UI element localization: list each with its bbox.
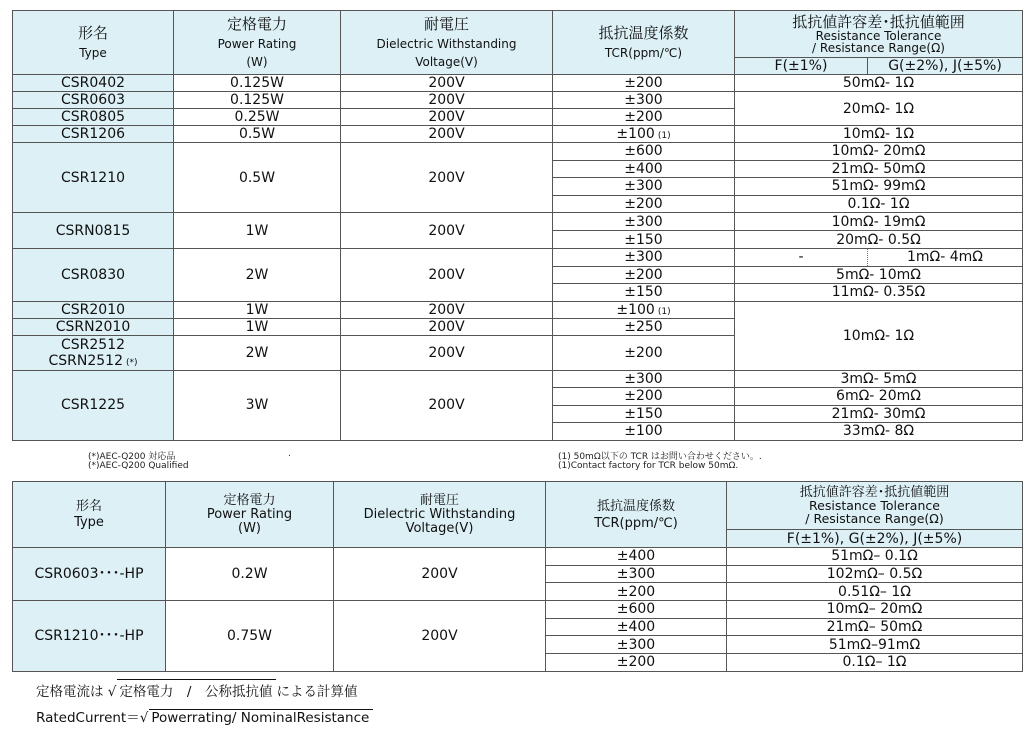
header-type: 形名 Type [13, 11, 174, 75]
footnote-aec-en: (*)AEC-Q200 Qualified [88, 461, 189, 471]
voltage-cell: 200V [341, 249, 553, 302]
tcr-cell: ±150 [553, 284, 735, 302]
resistance-cell: 50mΩ- 1Ω [735, 75, 1023, 92]
resistance-cell: 21mΩ- 50mΩ [735, 160, 1023, 178]
tcr-cell: ±200 [553, 266, 735, 284]
voltage-cell: 200V [341, 75, 553, 92]
tcr-cell: ±200 [553, 388, 735, 406]
voltage-cell: 200V [341, 370, 553, 440]
type-cell: CSR0830 [13, 249, 174, 302]
resistance-cell: 10mΩ- 20mΩ [735, 143, 1023, 161]
sqrt-symbol: √ [139, 710, 149, 726]
voltage-cell: 200V [341, 109, 553, 126]
tcr-cell: ±300 [553, 92, 735, 109]
footnote-tcr-en: (1)Contact factory for TCR below 50mΩ. [558, 461, 739, 471]
power-cell: 0.5W [174, 126, 341, 143]
header-tcr: 抵抗温度係数 TCR(ppm/℃) [553, 11, 735, 75]
type-cell: CSR0603･･･-HP [13, 548, 166, 601]
sqrt-symbol: √ [107, 684, 117, 700]
formula-radicand: Powerrating/ NominalResistance [149, 709, 373, 726]
tcr-cell: ±200 [546, 654, 727, 672]
type-cell: CSR1210･･･-HP [13, 601, 166, 672]
voltage-cell: 200V [341, 335, 553, 370]
footnote-aec-jp: (*)AEC-Q200 対応品 [88, 452, 176, 462]
power-cell: 0.25W [174, 109, 341, 126]
footnote-tcr-jp: (1) 50mΩ以下の TCR はお問い合わせください。. [558, 452, 762, 462]
tcr-cell: ±100 [553, 423, 735, 441]
tcr-cell: ±300 [546, 565, 727, 583]
resistance-cell: 102mΩ– 0.5Ω [727, 565, 1023, 583]
resistance-cell: 21mΩ- 30mΩ [735, 405, 1023, 423]
voltage-cell: 200V [341, 92, 553, 109]
resistance-cell-gj: 1mΩ- 4mΩ [868, 249, 1023, 267]
power-cell: 1W [174, 301, 341, 318]
header-tol-gj: G(±2%), J(±5%) [868, 58, 1023, 75]
tcr-cell: ±100 (1) [553, 126, 735, 143]
footnote-marker: (1) [657, 131, 671, 141]
power-cell: 0.5W [174, 143, 341, 213]
type-cell: CSRN2010 [13, 318, 174, 335]
footnote-dot: . [288, 449, 291, 459]
tcr-cell: ±400 [546, 618, 727, 636]
tcr-cell: ±300 [553, 370, 735, 388]
resistance-cell: 51mΩ- 99mΩ [735, 178, 1023, 196]
resistance-cell: 10mΩ– 20mΩ [727, 601, 1023, 619]
voltage-cell: 200V [341, 301, 553, 318]
resistance-cell: 0.1Ω– 1Ω [727, 654, 1023, 672]
header-resistance: 抵抗値許容差･抵抗値範囲 Resistance Tolerance / Resistance Range(Ω) [735, 11, 1023, 58]
type-cell: CSR0805 [13, 109, 174, 126]
resistance-cell: 20mΩ- 1Ω [735, 92, 1023, 126]
header-tol-f: F(±1%) [735, 58, 868, 75]
resistance-cell: 0.1Ω- 1Ω [735, 195, 1023, 213]
type-cell: CSRN0815 [13, 213, 174, 249]
header-tolerance: F(±1%), G(±2%), J(±5%) [727, 530, 1023, 548]
tcr-cell: ±300 [546, 636, 727, 654]
tcr-cell: ±400 [546, 548, 727, 566]
power-cell: 0.2W [166, 548, 334, 601]
resistance-cell: 20mΩ- 0.5Ω [735, 231, 1023, 249]
header-power: 定格電力 Power Rating (W) [174, 11, 341, 75]
header-type: 形名 Type [13, 482, 166, 548]
type-cell: CSR1206 [13, 126, 174, 143]
type-cell: CSR1225 [13, 370, 174, 440]
tcr-cell: ±200 [546, 583, 727, 601]
voltage-cell: 200V [341, 213, 553, 249]
tcr-cell: ±600 [546, 601, 727, 619]
power-cell: 1W [174, 213, 341, 249]
tcr-cell: ±100 (1) [553, 301, 735, 318]
resistance-cell-f: - [735, 249, 868, 267]
resistance-cell: 10mΩ- 19mΩ [735, 213, 1023, 231]
resistance-cell: 6mΩ- 20mΩ [735, 388, 1023, 406]
resistance-cell: 11mΩ- 0.35Ω [735, 284, 1023, 302]
footnote-marker: (1) [657, 306, 671, 317]
voltage-cell: 200V [341, 143, 553, 213]
tcr-cell: ±200 [553, 195, 735, 213]
header-dielectric: 耐電圧 Dielectric Withstanding Voltage(V) [341, 11, 553, 75]
tcr-cell: ±600 [553, 143, 735, 161]
spec-table-standard [12, 10, 1023, 441]
resistance-cell: 51mΩ–91mΩ [727, 636, 1023, 654]
resistance-cell: 21mΩ– 50mΩ [727, 618, 1023, 636]
type-cell: CSR0402 [13, 75, 174, 92]
spec-table-high-power [12, 481, 1023, 672]
resistance-cell: 51mΩ– 0.1Ω [727, 548, 1023, 566]
header-resistance: 抵抗値許容差･抵抗値範囲 Resistance Tolerance / Resistance Range(Ω) [727, 482, 1023, 530]
power-cell: 0.125W [174, 92, 341, 109]
tcr-cell: ±300 [553, 249, 735, 267]
tcr-cell: ±300 [553, 213, 735, 231]
power-cell: 3W [174, 370, 341, 440]
voltage-cell: 200V [341, 126, 553, 143]
voltage-cell: 200V [341, 318, 553, 335]
tcr-cell: ±200 [553, 335, 735, 370]
tcr-cell: ±200 [553, 109, 735, 126]
header-power: 定格電力 Power Rating (W) [166, 482, 334, 548]
resistance-cell: 33mΩ- 8Ω [735, 423, 1023, 441]
type-cell: CSR2512 CSRN2512 (*) [13, 335, 174, 370]
type-cell: CSR0603 [13, 92, 174, 109]
resistance-cell: 0.51Ω– 1Ω [727, 583, 1023, 601]
tcr-cell: ±200 [553, 75, 735, 92]
type-cell: CSR2010 [13, 301, 174, 318]
header-tcr: 抵抗温度係数 TCR(ppm/℃) [546, 482, 727, 548]
resistance-cell: 10mΩ- 1Ω [735, 126, 1023, 143]
resistance-cell: 5mΩ- 10mΩ [735, 266, 1023, 284]
tcr-cell: ±150 [553, 405, 735, 423]
type-cell: CSR1210 [13, 143, 174, 213]
formula-radicand: 定格電力 / 公称抵抗値 [117, 679, 276, 700]
voltage-cell: 200V [334, 548, 546, 601]
power-cell: 2W [174, 249, 341, 302]
power-cell: 0.75W [166, 601, 334, 672]
power-cell: 1W [174, 318, 341, 335]
header-dielectric: 耐電圧 Dielectric Withstanding Voltage(V) [334, 482, 546, 548]
tcr-cell: ±400 [553, 160, 735, 178]
rated-current-formula-en: RatedCurrent＝√ Powerrating/ NominalResistance [36, 706, 373, 726]
resistance-cell: 10mΩ- 1Ω [735, 301, 1023, 370]
tcr-cell: ±250 [553, 318, 735, 335]
power-cell: 0.125W [174, 75, 341, 92]
aec-marker: (*) [125, 357, 138, 368]
voltage-cell: 200V [334, 601, 546, 672]
rated-current-formula-jp: 定格電流は √ 定格電力 / 公称抵抗値 による計算値 [36, 679, 357, 700]
power-cell: 2W [174, 335, 341, 370]
resistance-cell: 3mΩ- 5mΩ [735, 370, 1023, 388]
tcr-cell: ±150 [553, 231, 735, 249]
tcr-cell: ±300 [553, 178, 735, 196]
